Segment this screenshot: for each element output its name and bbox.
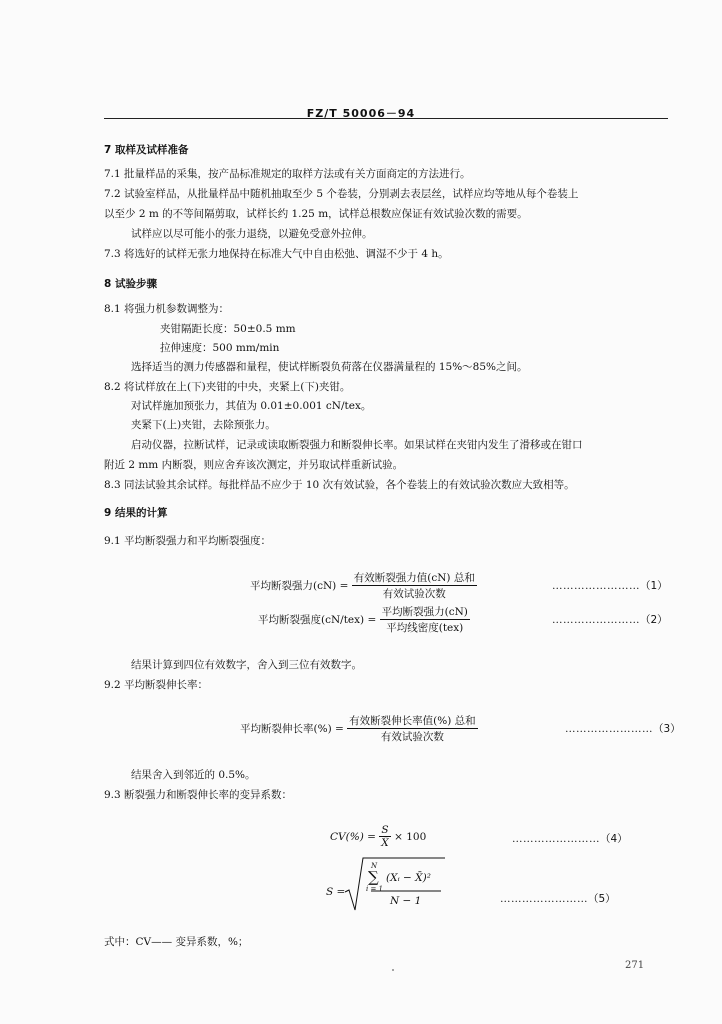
para-8-2-discard: 附近 2 mm 内断裂，则应舍弃该次测定，并另取试样重新试验。: [104, 459, 404, 471]
para-9-1: 9.1 平均断裂强力和平均断裂强度：: [104, 535, 272, 547]
eq5-sum-upper: N: [371, 862, 378, 870]
eq2-lhs: 平均断裂强度(cN/tex) =: [258, 614, 377, 626]
para-8-2: 8.2 将试样放在上(下)夹钳的中央，夹紧上(下)夹钳。: [104, 381, 351, 393]
scan-speck: [392, 969, 394, 971]
para-7-2-line2: 以至少 2 m 的不等间隔剪取，试样长约 1.25 m，试样总根数应保证有效试验次数的需要。: [104, 208, 528, 220]
eq5-denominator: N − 1: [390, 895, 422, 907]
eq3-denominator: 有效试验次数: [380, 731, 444, 743]
eq3-lhs: 平均断裂伸长率(%) =: [240, 723, 344, 735]
eq2-numerator: 平均断裂强力(cN): [381, 606, 468, 618]
eq1-denominator: 有效试验次数: [382, 588, 446, 600]
para-8-1-speed: 拉伸速度：500 mm/min: [160, 342, 280, 354]
eq3-fraction: [347, 713, 478, 744]
para-7-3: 7.3 将选好的试样无张力地保持在标准大气中自由松弛、调湿不少于 4 h。: [104, 248, 449, 260]
para-9-3: 9.3 断裂强力和断裂伸长率的变异系数：: [104, 789, 293, 801]
para-8-3: 8.3 同法试验其余试样。每批样品不应少于 10 次有效试验，各个卷装上的有效试验次数应大致相等。: [104, 479, 575, 491]
document-header: FZ/T 50006－94: [306, 107, 416, 120]
para-7-2-line1: 7.2 试验室样品，从批量样品中随机抽取至少 5 个卷装，分别剥去表层丝，试样应均等地从每个卷装上: [104, 188, 579, 200]
para-9-1-rounding: 结果计算到四位有效数字，舍入到三位有效数字。: [131, 659, 362, 671]
equation-1: [250, 570, 477, 601]
eq4-fraction: [379, 824, 390, 849]
eq3-leader: [565, 721, 681, 736]
para-9-2-rounding: 结果舍入到邻近的 0.5%。: [131, 769, 256, 781]
para-8-1-clamp: 夹钳隔距长度：50±0.5 mm: [160, 323, 296, 335]
eq2-fraction: [380, 604, 470, 635]
eq1-lhs: 平均断裂强力(cN) =: [250, 580, 349, 592]
eq3-number: （3）: [653, 723, 681, 735]
eq5-sigma: ∑: [368, 868, 379, 886]
para-8-1-sensor: 选择适当的测力传感器和量程，使试样断裂负荷落在仪器满量程的 15%～85%之间。: [131, 361, 528, 373]
eq5-sum-lower: i = 1: [366, 885, 384, 893]
eq5-sum-body: (Xᵢ − X̄)²: [386, 872, 431, 884]
para-8-1: 8.1 将强力机参数调整为：: [104, 303, 230, 315]
para-8-2-clamp: 夹紧下(上)夹钳，去除预张力。: [131, 419, 276, 431]
eq5-lhs: S =: [326, 886, 346, 898]
eq2-number: （2）: [640, 614, 668, 626]
eq1-numerator: 有效断裂强力值(cN) 总和: [353, 572, 475, 584]
equation-4: [330, 824, 426, 849]
equation-2: [258, 604, 470, 635]
eq2-leader: [552, 612, 668, 627]
eq4-number: （4）: [600, 833, 628, 845]
para-7-2-line3: 试样应以尽可能小的张力退绕，以避免受意外拉伸。: [131, 228, 373, 240]
eq1-dots: ……………………: [552, 580, 640, 592]
section-8-title: 8 试验步骤: [104, 278, 157, 290]
page-number: 271: [625, 960, 645, 971]
eq4-leader: [512, 831, 628, 846]
eq5-dots: ……………………: [500, 893, 588, 905]
eq3-dots: ……………………: [565, 723, 653, 735]
para-7-1: 7.1 批量样品的采集，按产品标准规定的取样方法或有关方面商定的方法进行。: [104, 168, 471, 180]
eq1-fraction: [352, 570, 477, 601]
eq3-numerator: 有效断裂伸长率值(%) 总和: [349, 715, 476, 727]
section-9-title: 9 结果的计算: [104, 507, 168, 519]
eq5-number: （5）: [588, 893, 616, 905]
eq4-dots: ……………………: [512, 833, 600, 845]
eq1-leader: [552, 578, 668, 593]
eq4-factor: × 100: [394, 830, 427, 843]
eq4-lhs: CV(%) =: [330, 830, 376, 843]
para-9-2: 9.2 平均断裂伸长率：: [104, 679, 209, 691]
eq5-leader: [500, 891, 616, 906]
para-8-2-start: 启动仪器，拉断试样，记录或读取断裂强力和断裂伸长率。如果试样在夹钳内发生了滑移或在钳口: [131, 439, 583, 451]
eq4-numerator: S: [379, 824, 390, 837]
eq2-denominator: 平均线密度(tex): [386, 622, 464, 634]
eq1-number: （1）: [640, 580, 668, 592]
variable-note: 式中：CV—— 变异系数，%；: [104, 936, 249, 948]
equation-3: [240, 713, 478, 744]
header-rule: [104, 118, 668, 119]
eq4-denominator: X̄: [381, 837, 389, 849]
section-7-title: 7 取样及试样准备: [104, 144, 189, 156]
para-8-2-pretension: 对试样施加预张力，其值为 0.01±0.001 cN/tex。: [131, 400, 372, 412]
eq2-dots: ……………………: [552, 614, 640, 626]
